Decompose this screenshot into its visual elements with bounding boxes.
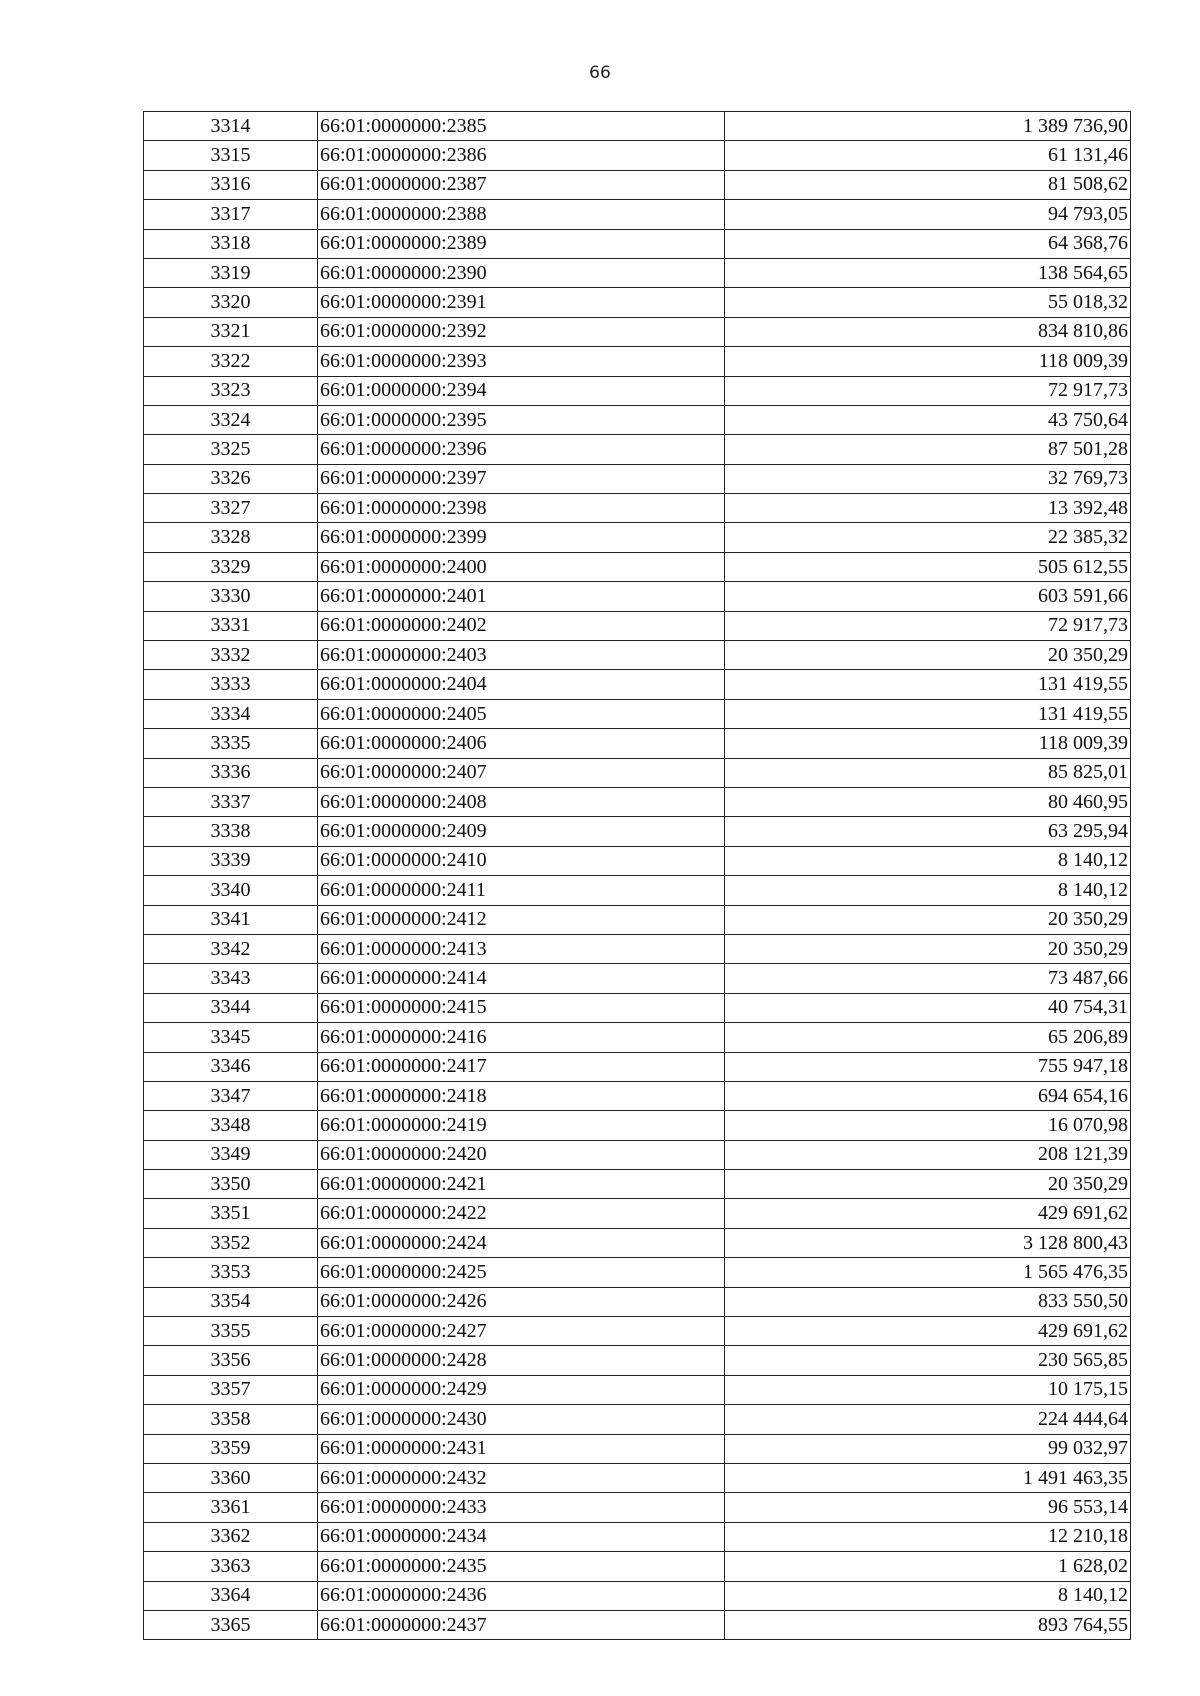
row-number-cell: 3346 — [144, 1052, 318, 1081]
cadastral-value-cell: 131 419,55 — [725, 699, 1131, 728]
cadastral-value-cell: 81 508,62 — [725, 170, 1131, 199]
cadastral-value-cell: 43 750,64 — [725, 405, 1131, 434]
cadastral-number-cell: 66:01:0000000:2409 — [318, 817, 725, 846]
cadastral-number-cell: 66:01:0000000:2388 — [318, 200, 725, 229]
row-number-cell: 3350 — [144, 1170, 318, 1199]
row-number-cell: 3347 — [144, 1081, 318, 1110]
table-row — [144, 405, 1131, 434]
row-number-cell: 3329 — [144, 552, 318, 581]
table-row — [144, 1581, 1131, 1610]
table-row — [144, 1170, 1131, 1199]
row-number-cell: 3318 — [144, 229, 318, 258]
cadastral-value-cell: 85 825,01 — [725, 758, 1131, 787]
cadastral-number-cell: 66:01:0000000:2421 — [318, 1170, 725, 1199]
cadastral-number-cell: 66:01:0000000:2385 — [318, 112, 725, 141]
table-row — [144, 1258, 1131, 1287]
row-number-cell: 3316 — [144, 170, 318, 199]
table-row — [144, 1610, 1131, 1639]
table-row — [144, 523, 1131, 552]
cadastral-value-cell: 94 793,05 — [725, 200, 1131, 229]
table-row — [144, 729, 1131, 758]
cadastral-value-cell: 72 917,73 — [725, 611, 1131, 640]
cadastral-number-cell: 66:01:0000000:2404 — [318, 670, 725, 699]
cadastral-number-cell: 66:01:0000000:2422 — [318, 1199, 725, 1228]
row-number-cell: 3317 — [144, 200, 318, 229]
row-number-cell: 3357 — [144, 1375, 318, 1404]
cadastral-value-cell: 72 917,73 — [725, 376, 1131, 405]
row-number-cell: 3355 — [144, 1317, 318, 1346]
cadastral-number-cell: 66:01:0000000:2420 — [318, 1140, 725, 1169]
row-number-cell: 3358 — [144, 1405, 318, 1434]
table-row — [144, 1522, 1131, 1551]
cadastral-value-cell: 40 754,31 — [725, 993, 1131, 1022]
table-row — [144, 1023, 1131, 1052]
table-row — [144, 582, 1131, 611]
row-number-cell: 3320 — [144, 288, 318, 317]
cadastral-value-cell: 833 550,50 — [725, 1287, 1131, 1316]
table-row — [144, 1287, 1131, 1316]
table-row — [144, 376, 1131, 405]
row-number-cell: 3362 — [144, 1522, 318, 1551]
cadastral-number-cell: 66:01:0000000:2406 — [318, 729, 725, 758]
table-row — [144, 1199, 1131, 1228]
table-row — [144, 1434, 1131, 1463]
cadastral-number-cell: 66:01:0000000:2394 — [318, 376, 725, 405]
cadastral-number-cell: 66:01:0000000:2435 — [318, 1552, 725, 1581]
cadastral-value-cell: 224 444,64 — [725, 1405, 1131, 1434]
cadastral-value-cell: 61 131,46 — [725, 141, 1131, 170]
cadastral-number-cell: 66:01:0000000:2393 — [318, 347, 725, 376]
cadastral-value-cell: 80 460,95 — [725, 787, 1131, 816]
table-row — [144, 846, 1131, 875]
cadastral-value-cell: 64 368,76 — [725, 229, 1131, 258]
cadastral-value-cell: 87 501,28 — [725, 435, 1131, 464]
row-number-cell: 3342 — [144, 934, 318, 963]
cadastral-value-cell: 63 295,94 — [725, 817, 1131, 846]
cadastral-number-cell: 66:01:0000000:2424 — [318, 1228, 725, 1257]
table-row — [144, 876, 1131, 905]
cadastral-value-cell: 694 654,16 — [725, 1081, 1131, 1110]
cadastral-value-cell: 755 947,18 — [725, 1052, 1131, 1081]
row-number-cell: 3326 — [144, 464, 318, 493]
cadastral-number-cell: 66:01:0000000:2430 — [318, 1405, 725, 1434]
cadastral-number-cell: 66:01:0000000:2403 — [318, 641, 725, 670]
table-row — [144, 1552, 1131, 1581]
row-number-cell: 3324 — [144, 405, 318, 434]
row-number-cell: 3352 — [144, 1228, 318, 1257]
cadastral-number-cell: 66:01:0000000:2401 — [318, 582, 725, 611]
row-number-cell: 3334 — [144, 699, 318, 728]
cadastral-value-cell: 32 769,73 — [725, 464, 1131, 493]
row-number-cell: 3322 — [144, 347, 318, 376]
cadastral-number-cell: 66:01:0000000:2395 — [318, 405, 725, 434]
cadastral-number-cell: 66:01:0000000:2391 — [318, 288, 725, 317]
cadastral-value-cell: 429 691,62 — [725, 1317, 1131, 1346]
table-row — [144, 699, 1131, 728]
cadastral-value-cell: 3 128 800,43 — [725, 1228, 1131, 1257]
cadastral-number-cell: 66:01:0000000:2412 — [318, 905, 725, 934]
table-row — [144, 993, 1131, 1022]
cadastral-value-cell: 10 175,15 — [725, 1375, 1131, 1404]
cadastral-value-cell: 1 491 463,35 — [725, 1463, 1131, 1492]
cadastral-value-cell: 1 565 476,35 — [725, 1258, 1131, 1287]
table-row — [144, 1493, 1131, 1522]
cadastral-number-cell: 66:01:0000000:2392 — [318, 317, 725, 346]
table-row — [144, 258, 1131, 287]
table-row — [144, 1052, 1131, 1081]
row-number-cell: 3359 — [144, 1434, 318, 1463]
row-number-cell: 3338 — [144, 817, 318, 846]
table-row — [144, 1140, 1131, 1169]
row-number-cell: 3336 — [144, 758, 318, 787]
cadastral-value-cell: 1 628,02 — [725, 1552, 1131, 1581]
row-number-cell: 3353 — [144, 1258, 318, 1287]
cadastral-value-cell: 20 350,29 — [725, 905, 1131, 934]
cadastral-number-cell: 66:01:0000000:2400 — [318, 552, 725, 581]
row-number-cell: 3323 — [144, 376, 318, 405]
cadastral-value-cell: 138 564,65 — [725, 258, 1131, 287]
cadastral-value-cell: 20 350,29 — [725, 641, 1131, 670]
cadastral-number-cell: 66:01:0000000:2408 — [318, 787, 725, 816]
cadastral-number-cell: 66:01:0000000:2407 — [318, 758, 725, 787]
row-number-cell: 3340 — [144, 876, 318, 905]
table-row — [144, 112, 1131, 141]
cadastral-value-table — [143, 111, 1131, 1640]
cadastral-number-cell: 66:01:0000000:2436 — [318, 1581, 725, 1610]
cadastral-number-cell: 66:01:0000000:2398 — [318, 494, 725, 523]
table-row — [144, 1228, 1131, 1257]
cadastral-number-cell: 66:01:0000000:2390 — [318, 258, 725, 287]
row-number-cell: 3345 — [144, 1023, 318, 1052]
cadastral-value-cell: 73 487,66 — [725, 964, 1131, 993]
cadastral-number-cell: 66:01:0000000:2397 — [318, 464, 725, 493]
cadastral-value-cell: 65 206,89 — [725, 1023, 1131, 1052]
table-row — [144, 288, 1131, 317]
row-number-cell: 3348 — [144, 1111, 318, 1140]
table-row — [144, 611, 1131, 640]
row-number-cell: 3356 — [144, 1346, 318, 1375]
cadastral-value-cell: 13 392,48 — [725, 494, 1131, 523]
cadastral-value-cell: 429 691,62 — [725, 1199, 1131, 1228]
cadastral-number-cell: 66:01:0000000:2414 — [318, 964, 725, 993]
table-body — [144, 112, 1131, 1640]
cadastral-number-cell: 66:01:0000000:2417 — [318, 1052, 725, 1081]
table-row — [144, 552, 1131, 581]
row-number-cell: 3332 — [144, 641, 318, 670]
cadastral-number-cell: 66:01:0000000:2415 — [318, 993, 725, 1022]
cadastral-value-cell: 603 591,66 — [725, 582, 1131, 611]
row-number-cell: 3333 — [144, 670, 318, 699]
row-number-cell: 3330 — [144, 582, 318, 611]
row-number-cell: 3331 — [144, 611, 318, 640]
row-number-cell: 3343 — [144, 964, 318, 993]
table-row — [144, 229, 1131, 258]
row-number-cell: 3360 — [144, 1463, 318, 1492]
cadastral-value-cell: 118 009,39 — [725, 729, 1131, 758]
cadastral-value-cell: 8 140,12 — [725, 846, 1131, 875]
cadastral-number-cell: 66:01:0000000:2411 — [318, 876, 725, 905]
row-number-cell: 3321 — [144, 317, 318, 346]
cadastral-number-cell: 66:01:0000000:2419 — [318, 1111, 725, 1140]
cadastral-number-cell: 66:01:0000000:2429 — [318, 1375, 725, 1404]
table-row — [144, 905, 1131, 934]
table-row — [144, 435, 1131, 464]
cadastral-number-cell: 66:01:0000000:2416 — [318, 1023, 725, 1052]
row-number-cell: 3315 — [144, 141, 318, 170]
table-row — [144, 964, 1131, 993]
cadastral-number-cell: 66:01:0000000:2426 — [318, 1287, 725, 1316]
cadastral-value-cell: 20 350,29 — [725, 934, 1131, 963]
table-row — [144, 200, 1131, 229]
page-number: 66 — [589, 63, 611, 83]
table-row — [144, 758, 1131, 787]
cadastral-value-cell: 96 553,14 — [725, 1493, 1131, 1522]
cadastral-value-cell: 1 389 736,90 — [725, 112, 1131, 141]
table-row — [144, 347, 1131, 376]
table-row — [144, 170, 1131, 199]
row-number-cell: 3364 — [144, 1581, 318, 1610]
table-row — [144, 141, 1131, 170]
cadastral-value-cell: 8 140,12 — [725, 1581, 1131, 1610]
table-row — [144, 464, 1131, 493]
cadastral-number-cell: 66:01:0000000:2399 — [318, 523, 725, 552]
row-number-cell: 3344 — [144, 993, 318, 1022]
row-number-cell: 3365 — [144, 1610, 318, 1639]
table-row — [144, 817, 1131, 846]
cadastral-number-cell: 66:01:0000000:2427 — [318, 1317, 725, 1346]
cadastral-value-cell: 99 032,97 — [725, 1434, 1131, 1463]
row-number-cell: 3351 — [144, 1199, 318, 1228]
cadastral-value-cell: 55 018,32 — [725, 288, 1131, 317]
cadastral-value-cell: 12 210,18 — [725, 1522, 1131, 1551]
cadastral-value-cell: 230 565,85 — [725, 1346, 1131, 1375]
row-number-cell: 3349 — [144, 1140, 318, 1169]
table-row — [144, 1346, 1131, 1375]
cadastral-number-cell: 66:01:0000000:2431 — [318, 1434, 725, 1463]
table-row — [144, 1317, 1131, 1346]
row-number-cell: 3363 — [144, 1552, 318, 1581]
table-row — [144, 1081, 1131, 1110]
table-row — [144, 670, 1131, 699]
row-number-cell: 3327 — [144, 494, 318, 523]
cadastral-value-cell: 22 385,32 — [725, 523, 1131, 552]
cadastral-number-cell: 66:01:0000000:2428 — [318, 1346, 725, 1375]
row-number-cell: 3337 — [144, 787, 318, 816]
row-number-cell: 3319 — [144, 258, 318, 287]
cadastral-value-cell: 131 419,55 — [725, 670, 1131, 699]
cadastral-number-cell: 66:01:0000000:2413 — [318, 934, 725, 963]
cadastral-number-cell: 66:01:0000000:2410 — [318, 846, 725, 875]
row-number-cell: 3314 — [144, 112, 318, 141]
table-row — [144, 317, 1131, 346]
cadastral-number-cell: 66:01:0000000:2434 — [318, 1522, 725, 1551]
row-number-cell: 3335 — [144, 729, 318, 758]
cadastral-value-cell: 208 121,39 — [725, 1140, 1131, 1169]
cadastral-value-cell: 118 009,39 — [725, 347, 1131, 376]
cadastral-number-cell: 66:01:0000000:2396 — [318, 435, 725, 464]
table-row — [144, 934, 1131, 963]
table-row — [144, 1111, 1131, 1140]
cadastral-number-cell: 66:01:0000000:2402 — [318, 611, 725, 640]
cadastral-number-cell: 66:01:0000000:2387 — [318, 170, 725, 199]
cadastral-number-cell: 66:01:0000000:2425 — [318, 1258, 725, 1287]
row-number-cell: 3328 — [144, 523, 318, 552]
table-row — [144, 641, 1131, 670]
cadastral-number-cell: 66:01:0000000:2437 — [318, 1610, 725, 1639]
table-row — [144, 1463, 1131, 1492]
cadastral-number-cell: 66:01:0000000:2418 — [318, 1081, 725, 1110]
row-number-cell: 3354 — [144, 1287, 318, 1316]
cadastral-number-cell: 66:01:0000000:2386 — [318, 141, 725, 170]
table-row — [144, 787, 1131, 816]
row-number-cell: 3361 — [144, 1493, 318, 1522]
row-number-cell: 3341 — [144, 905, 318, 934]
row-number-cell: 3325 — [144, 435, 318, 464]
cadastral-value-cell: 20 350,29 — [725, 1170, 1131, 1199]
cadastral-number-cell: 66:01:0000000:2433 — [318, 1493, 725, 1522]
cadastral-value-cell: 834 810,86 — [725, 317, 1131, 346]
cadastral-number-cell: 66:01:0000000:2389 — [318, 229, 725, 258]
cadastral-value-cell: 8 140,12 — [725, 876, 1131, 905]
table-row — [144, 494, 1131, 523]
cadastral-number-cell: 66:01:0000000:2432 — [318, 1463, 725, 1492]
cadastral-value-cell: 505 612,55 — [725, 552, 1131, 581]
cadastral-number-cell: 66:01:0000000:2405 — [318, 699, 725, 728]
row-number-cell: 3339 — [144, 846, 318, 875]
cadastral-value-cell: 16 070,98 — [725, 1111, 1131, 1140]
table-row — [144, 1375, 1131, 1404]
cadastral-value-cell: 893 764,55 — [725, 1610, 1131, 1639]
table-row — [144, 1405, 1131, 1434]
